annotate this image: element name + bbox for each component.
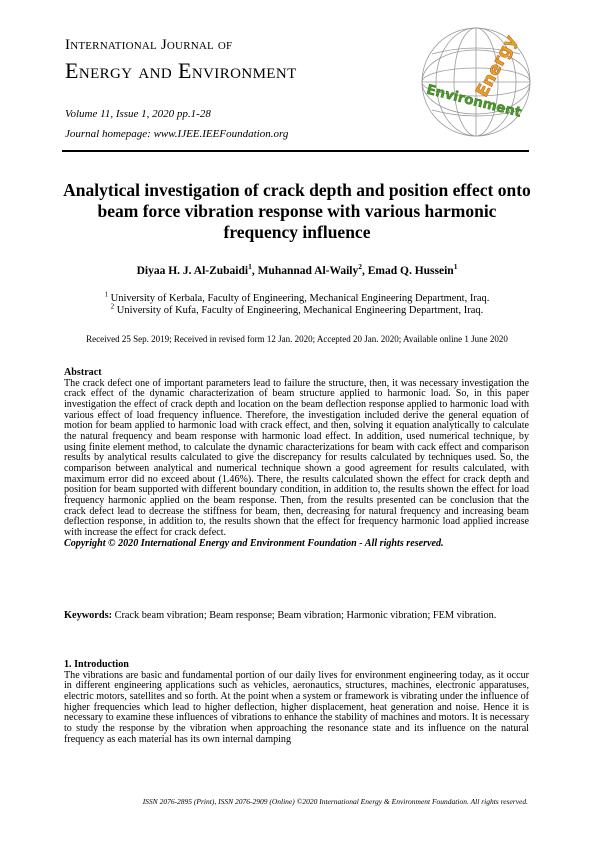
affiliation-item [62,305,532,317]
author-list [62,262,532,277]
abstract-heading: Abstract [64,367,102,378]
author-separator: , [361,265,368,277]
abstract-text: The crack defect one of important parameters lead to failure the structure, then, it was necessary investigation the crack effect of the dynamic characterization of beam structure applied to harmonic load. So, in this paper investigation the effect of crack depth and location on the beam deflection response applied to harmonic load with various effect of load frequency influence. Therefore, the investigation included derive the general equation of motion for beam applied to harmonic load with crack effect, and then, solving it equation analytically to calculate the natural frequency and beam response with harmonic load effect. In addition, used numerical technique, by using finite element method, to calculate the dynamic characterizations for beam with cack effect and comparison results by analytical results calculated to give the discrepancy for results calculated by techniques used. So, the comparison between analytical and numerical technique shown a good agreement for results calculated, with maximum error did no exceed about (1.46%). There, the results calculated shown the effect for crack depth and position for beam supported with different boundary condition, in addition to, the results shown the effect for load frequency harmonic applied on the beam response. Then, from the results presented can be conclusion that the crack defect lead to decrease the stiffness for beam, then, decreasing for natural frequency and increasing beam deflection response, in addition to, the results shown that the effect for frequency harmonic load applied increase with increase the effect for crack defect. [64,377,529,538]
abstract-section [64,368,529,549]
introduction-section [64,660,529,745]
keywords [64,610,529,621]
author-name: Muhannad Al-Waily [257,265,359,277]
globe-logo-icon [418,16,534,150]
keywords-text: Crack beam vibration; Beam response; Beam vibration; Harmonic vibration; FEM vibration. [112,610,497,621]
author-affiliation-mark: 2 [358,262,362,272]
affiliation-mark: 2 [110,303,115,311]
introduction-text: The vibrations are basic and fundamental portion of our daily lives for environment engineering today, as it occur in different engineering applications such as vehicles, aeronautics, structures, machines, electronic apparatuses, electric motors, satellites and so forth. At the point when a system or framework is vibrating under the influence of higher frequencies which lead to higher deflection, higher displacement, heat generation and noise. Hence it is necessary to examine these influences of vibrations to enhance the stability of machines and motors. It is necessary to study the response by the vibration when approaching the resonance state and its influence on the natural frequency as each material has its own internal damping [64,669,529,745]
publication-dates: Received 25 Sep. 2019; Received in revised form 12 Jan. 2020; Accepted 20 Jan. 2020; Available online 1 June 2020 [86,334,508,344]
volume-info: Volume 11, Issue 1, 2020 pp.1-28 [65,108,211,120]
paper-title: Analytical investigation of crack depth and position effect onto beam force vibration response with various harmonic frequency influence [63,180,531,242]
affiliation-item [62,293,532,305]
affiliation-text: University of Kerbala, Faculty of Engineering, Mechanical Engineering Department, Iraq. [110,293,490,304]
logo-word-energy: Energy [472,32,522,101]
author-affiliation-mark: 1 [248,262,252,272]
journal-name-line2: Energy and Environment [65,58,297,83]
affiliation-mark: 1 [104,291,109,299]
keywords-label: Keywords: [64,610,113,621]
page-footer: ISSN 2076-2895 (Print), ISSN 2076-2909 (Online) ©2020 International Energy & Environment Foundation. All rights reserved. [142,797,528,806]
introduction-heading: 1. Introduction [64,659,129,670]
author-name: Emad Q. Hussein [367,265,454,277]
journal-homepage: Journal homepage: www.IJEE.IEEFoundation.org [65,128,289,140]
journal-logo [418,16,534,150]
author-name: Diyaa H. J. Al-Zubaidi [136,265,249,277]
journal-name-line1: International Journal of [65,37,233,53]
affiliation-text: University of Kufa, Faculty of Engineering, Mechanical Engineering Department, Iraq. [116,305,484,316]
header-rule [62,150,529,152]
logo-word-environment: Environment [424,81,523,121]
affiliations [62,293,532,317]
author-separator: , [251,265,258,277]
copyright-notice: Copyright © 2020 International Energy and Environment Foundation - All rights reserved. [64,537,444,549]
author-affiliation-mark: 1 [453,262,458,272]
